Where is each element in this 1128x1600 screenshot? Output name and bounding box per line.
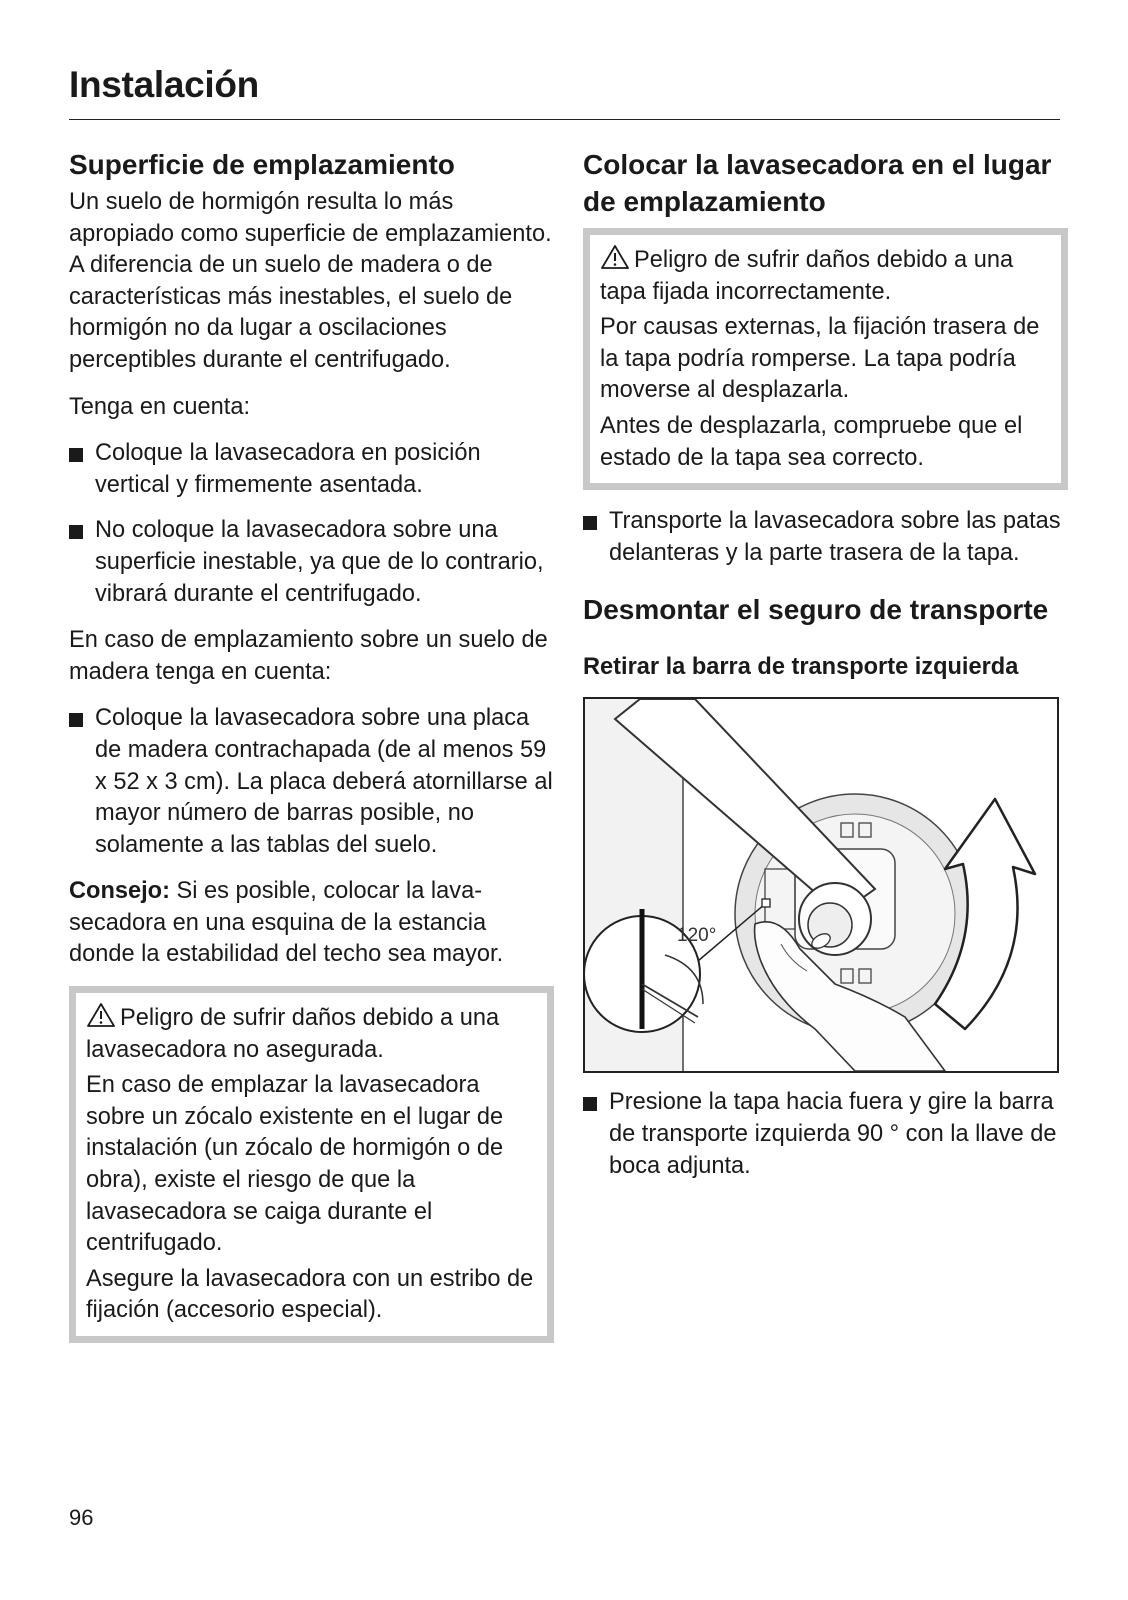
warning-triangle-icon <box>86 1002 116 1028</box>
list-item: No coloque la lavasecadora sobre una superficie inestable, ya que de lo contrario, vibrará durante el centrifugado. <box>69 515 554 610</box>
tip-text: Si es posible, colocar la lavasecadora en una esquina de la estancia donde la estabilidad del techo sea mayor. <box>69 878 504 968</box>
wood-floor-lead: En caso de emplazamiento sobre un suelo de madera tenga en cuenta: <box>69 627 548 685</box>
list-item: Coloque la lavasecadora sobre una placa de madera contrachapada (de al menos 59 x 52 x 3 cm). La placa deberá atornillarse al mayor número de barras posible, no solamente a las tablas del suelo. <box>69 703 554 861</box>
warning-text: En caso de emplazar la lavasecadora sobre un zócalo existente en el lugar de instalación (un zócalo de hormigón o de obra), existe el riesgo de que la lavasecadora se caiga durante el centrifugado. <box>86 1072 504 1257</box>
bullet-list <box>583 506 1068 569</box>
subheading-left-bar: Retirar la barra de transporte izquierda <box>583 654 1019 681</box>
angle-label: 120° <box>677 925 717 947</box>
page-title: Instalación <box>69 64 259 105</box>
list-item: Presione la tapa hacia fuera y gire la barra de transporte izquierda 90 ° con la llave de boca adjunta. <box>583 1087 1068 1182</box>
warning-text: Asegure la lavasecadora con un estribo de fijación (accesorio especial). <box>86 1265 534 1324</box>
section-heading-surface: Superficie de emplazamiento <box>69 149 455 180</box>
transport-bar-illustration <box>583 697 1059 1073</box>
warning-triangle-icon <box>600 244 630 270</box>
note-lead: Tenga en cuenta: <box>69 393 251 420</box>
section-heading-placement: Colocar la lavasecadora en el lugar de emplazamiento <box>583 149 1052 217</box>
section-heading-transport-lock: Desmontar el seguro de transporte <box>583 594 1049 626</box>
right-column <box>583 146 1068 1197</box>
tip-paragraph <box>69 876 554 971</box>
warning-title: Peligro de sufrir daños debido a una tapa fijada incorrectamente. <box>600 244 1050 308</box>
bullet-list <box>69 703 554 861</box>
intro-paragraph: Un suelo de hormigón resulta lo más apropiado como superficie de emplazamiento. A diferencia de un suelo de madera o de características más inestables, el suelo de hormigón no da lugar a oscilaciones perceptibles durante el centrifugado. <box>69 189 552 373</box>
tip-label: Consejo: <box>69 878 170 905</box>
illustration-drawing <box>585 699 1057 1071</box>
title-divider <box>69 119 1060 120</box>
warning-title: Peligro de sufrir daños debido a una lavasecadora no asegurada. <box>86 1002 536 1066</box>
page-number: 96 <box>69 1505 94 1530</box>
left-column <box>69 146 554 1359</box>
warning-text: Por causas externas, la fijación trasera de la tapa podría romperse. La tapa podría moverse al desplazarla. <box>600 314 1040 404</box>
list-item: Coloque la lavasecadora en posición vertical y firmemente asentada. <box>69 438 554 501</box>
list-item: Transporte la lavasecadora sobre las patas delanteras y la parte trasera de la tapa. <box>583 506 1068 569</box>
warning-box <box>583 228 1068 490</box>
warning-text: Antes de desplazarla, compruebe que el estado de la tapa sea correcto. <box>600 412 1023 471</box>
bullet-list <box>583 1087 1068 1182</box>
warning-box <box>69 986 554 1343</box>
bullet-list <box>69 438 554 610</box>
